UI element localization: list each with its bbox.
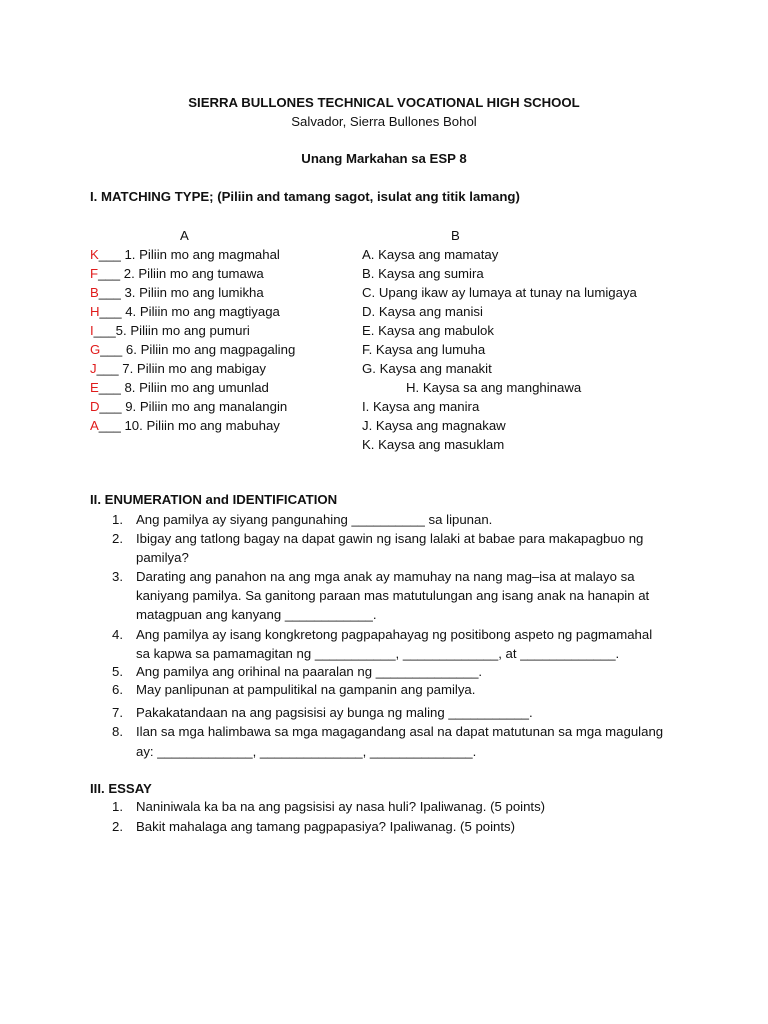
enumeration-item: Ilan sa mga halimbawa sa mga magagandang asal na dapat matutunan sa mga magulang [136, 724, 664, 739]
enumeration-item: Ibigay ang tatlong bagay na dapat gawin ng isang lalaki at babae para makapagbuo ng [136, 531, 644, 546]
matching-item-b: J. Kaysa ang magnakaw [362, 418, 506, 433]
item-number: 7. [112, 705, 123, 720]
matching-item-a [90, 359, 266, 378]
matching-item-b: H. Kaysa sa ang manghinawa [406, 380, 582, 395]
matching-item-a [90, 321, 250, 340]
matching-item-a [90, 245, 280, 264]
enumeration-item-cont: matagpuan ang kanyang ____________. [136, 607, 377, 622]
answer-letter: G [90, 342, 101, 357]
matching-item-a [90, 264, 264, 283]
matching-item-a [90, 378, 269, 397]
matching-item-a [90, 416, 280, 435]
item-number: 4. [112, 627, 123, 642]
item-text: ___ 3. Piliin mo ang lumikha [98, 285, 264, 300]
answer-letter: H [90, 304, 100, 319]
column-b-label: B [451, 228, 460, 243]
item-number: 1. [112, 512, 123, 527]
answer-letter: I [90, 323, 94, 338]
item-text: ___ 4. Piliin mo ang magtiyaga [99, 304, 280, 319]
item-number: 3. [112, 569, 123, 584]
enumeration-item-cont: sa kapwa sa pamamagitan ng ___________, _____________, at _____________. [136, 646, 620, 661]
essay-question: Bakit mahalaga ang tamang pagpapasiya? Ipaliwanag. (5 points) [136, 819, 516, 834]
answer-letter: A [90, 418, 99, 433]
enumeration-item: Pakakatandaan na ang pagsisisi ay bunga ng maling ___________. [136, 705, 533, 720]
item-text: ___5. Piliin mo ang pumuri [93, 323, 250, 338]
section1-heading: I. MATCHING TYPE; (Piliin and tamang sagot, isulat ang titik lamang) [90, 189, 520, 204]
matching-item-b: E. Kaysa ang mabulok [362, 323, 494, 338]
matching-item-a [90, 340, 295, 359]
essay-question: Naniniwala ka ba na ang pagsisisi ay nasa huli? Ipaliwanag. (5 points) [136, 799, 546, 814]
item-text: ___ 1. Piliin mo ang magmahal [98, 247, 280, 262]
answer-letter: F [90, 266, 99, 281]
enumeration-item-cont: ay: _____________, ______________, ______________. [136, 744, 477, 759]
matching-item-b: F. Kaysa ang lumuha [362, 342, 486, 357]
column-a-label: A [180, 228, 189, 243]
enumeration-item: Darating ang panahon na ang mga anak ay mamuhay na nang mag–isa at malayo sa [136, 569, 635, 584]
answer-letter: J [90, 361, 97, 376]
matching-item-b: D. Kaysa ang manisi [362, 304, 483, 319]
enumeration-item: Ang pamilya ang orihinal na paaralan ng ______________. [136, 664, 483, 679]
matching-item-a [90, 302, 280, 321]
item-number: 2. [112, 531, 123, 546]
matching-item-b: G. Kaysa ang manakit [362, 361, 492, 376]
item-number: 8. [112, 724, 123, 739]
section2-heading: II. ENUMERATION and IDENTIFICATION [90, 492, 338, 507]
item-text: ___ 9. Piliin mo ang manalangin [99, 399, 288, 414]
answer-letter: D [90, 399, 100, 414]
school-address: Salvador, Sierra Bullones Bohol [291, 114, 477, 129]
item-text: ___ 2. Piliin mo ang tumawa [98, 266, 264, 281]
item-text: ___ 10. Piliin mo ang mabuhay [98, 418, 280, 433]
enumeration-item: May panlipunan at pampulitikal na gampanin ang pamilya. [136, 682, 476, 697]
matching-item-b: A. Kaysa ang mamatay [362, 247, 499, 262]
answer-letter: K [90, 247, 99, 262]
item-text: ___ 7. Piliin mo ang mabigay [96, 361, 266, 376]
section3-heading: III. ESSAY [90, 781, 152, 796]
school-name: SIERRA BULLONES TECHNICAL VOCATIONAL HIGH SCHOOL [188, 95, 580, 110]
matching-item-a [90, 397, 287, 416]
answer-letter: E [90, 380, 99, 395]
item-text: ___ 6. Piliin mo ang magpagaling [100, 342, 296, 357]
item-number: 2. [112, 819, 123, 834]
matching-item-b: I. Kaysa ang manira [362, 399, 480, 414]
item-number: 5. [112, 664, 123, 679]
enumeration-item-cont: pamilya? [136, 550, 189, 565]
enumeration-item-cont: kaniyang pamilya. Sa ganitong paraan mas matutulungan ang isang anak na hanapin at [136, 588, 650, 603]
item-number: 1. [112, 799, 123, 814]
matching-item-b: B. Kaysa ang sumira [362, 266, 484, 281]
matching-item-b: C. Upang ikaw ay lumaya at tunay na lumigaya [362, 285, 637, 300]
item-text: ___ 8. Piliin mo ang umunlad [98, 380, 269, 395]
answer-letter: B [90, 285, 99, 300]
item-number: 6. [112, 682, 123, 697]
enumeration-item: Ang pamilya ay siyang pangunahing __________ sa lipunan. [136, 512, 493, 527]
exam-title: Unang Markahan sa ESP 8 [301, 151, 467, 166]
matching-item-b: K. Kaysa ang masuklam [362, 437, 505, 452]
matching-item-a [90, 283, 264, 302]
enumeration-item: Ang pamilya ay isang kongkretong pagpapahayag ng positibong aspeto ng pagmamahal [136, 627, 653, 642]
